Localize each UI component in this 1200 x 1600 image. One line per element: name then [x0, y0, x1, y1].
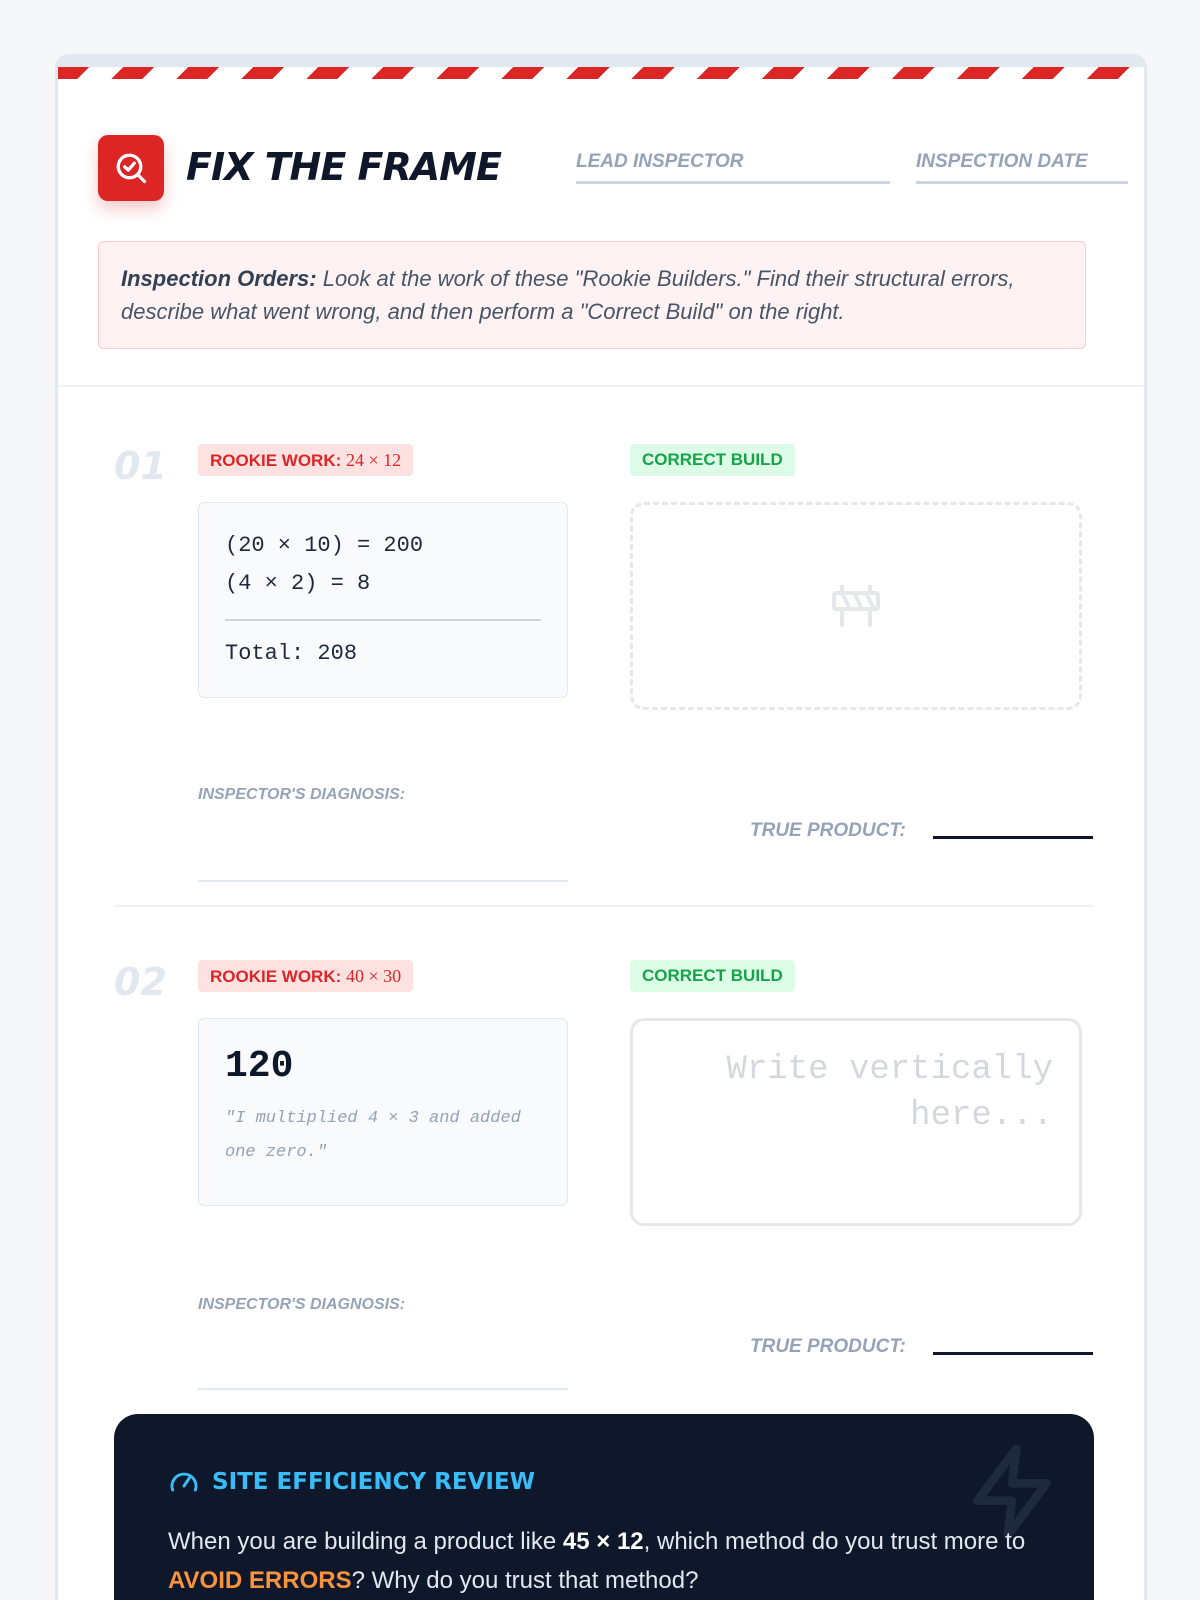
review-text-part: , which method do you trust more to — [643, 1528, 1026, 1555]
orders-text: Look at the work of these "Rookie Builders." Find their structural errors, describe what went wrong, and then perform a "Correct Build" on the right. — [121, 266, 1015, 324]
correct-build-tag: CORRECT BUILD — [630, 444, 795, 476]
rookie-work-box — [198, 1018, 568, 1206]
problem-divider — [114, 905, 1094, 907]
diagnosis-label: INSPECTOR'S DIAGNOSIS: — [198, 786, 406, 803]
build-placeholder: Write vertically here... — [726, 1051, 1053, 1135]
work-line: (20 × 10) = 200 — [225, 533, 424, 558]
problem-number: 01 — [114, 444, 167, 488]
construction-barrier-icon — [830, 583, 882, 629]
search-check-icon — [113, 150, 149, 186]
section-divider — [58, 385, 1144, 387]
problem-expression: 40 × 30 — [346, 966, 402, 986]
rookie-explanation: "I multiplied 4 × 3 and added one zero." — [225, 1109, 521, 1162]
correct-build-area[interactable] — [630, 502, 1082, 710]
review-title — [168, 1466, 535, 1498]
work-line: (4 × 2) = 8 — [225, 571, 371, 596]
hazard-stripe — [58, 67, 1144, 79]
true-product-label: TRUE PRODUCT: — [750, 1336, 906, 1357]
rookie-answer: 120 — [225, 1045, 294, 1088]
worksheet-card — [55, 54, 1147, 1600]
inspection-orders-box — [98, 241, 1086, 349]
rookie-work-tag — [198, 444, 413, 476]
worksheet-header — [98, 135, 1098, 205]
true-product-answer-line[interactable] — [933, 836, 1093, 839]
review-text-part: When you are building a product like — [168, 1528, 563, 1555]
correct-build-area[interactable] — [630, 1018, 1082, 1226]
diagnosis-answer-line[interactable] — [198, 1388, 568, 1390]
review-product: 45 × 12 — [562, 1528, 644, 1555]
hazard-stripe-border — [58, 57, 1144, 67]
review-title-text: SITE EFFICIENCY REVIEW — [212, 1469, 536, 1495]
true-product-label: TRUE PRODUCT: — [750, 820, 906, 841]
diagnosis-label: INSPECTOR'S DIAGNOSIS: — [198, 1296, 406, 1313]
review-highlight: AVOID ERRORS — [168, 1567, 352, 1594]
review-question — [168, 1522, 1048, 1600]
rookie-work-box — [198, 502, 568, 698]
logo-badge — [98, 135, 164, 201]
problem-number: 02 — [114, 960, 167, 1004]
diagnosis-answer-line[interactable] — [198, 880, 568, 882]
page-title: FIX THE FRAME — [186, 145, 501, 189]
rookie-work-label: ROOKIE WORK: — [210, 451, 346, 470]
true-product-answer-line[interactable] — [933, 1352, 1093, 1355]
inspection-date-field[interactable]: INSPECTION DATE — [916, 151, 1128, 184]
orders-label: Inspection Orders: — [121, 266, 317, 291]
rookie-work-tag — [198, 960, 413, 992]
lead-inspector-field[interactable]: LEAD INSPECTOR — [576, 151, 890, 184]
rookie-work-label: ROOKIE WORK: — [210, 967, 346, 986]
review-text-part: ? Why do you trust that method? — [351, 1567, 699, 1594]
problem-expression: 24 × 12 — [346, 450, 402, 470]
site-efficiency-review-panel — [114, 1414, 1094, 1600]
correct-build-tag: CORRECT BUILD — [630, 960, 795, 992]
work-total: Total: 208 — [225, 641, 358, 666]
gauge-icon — [168, 1466, 200, 1498]
work-rule — [225, 619, 541, 621]
